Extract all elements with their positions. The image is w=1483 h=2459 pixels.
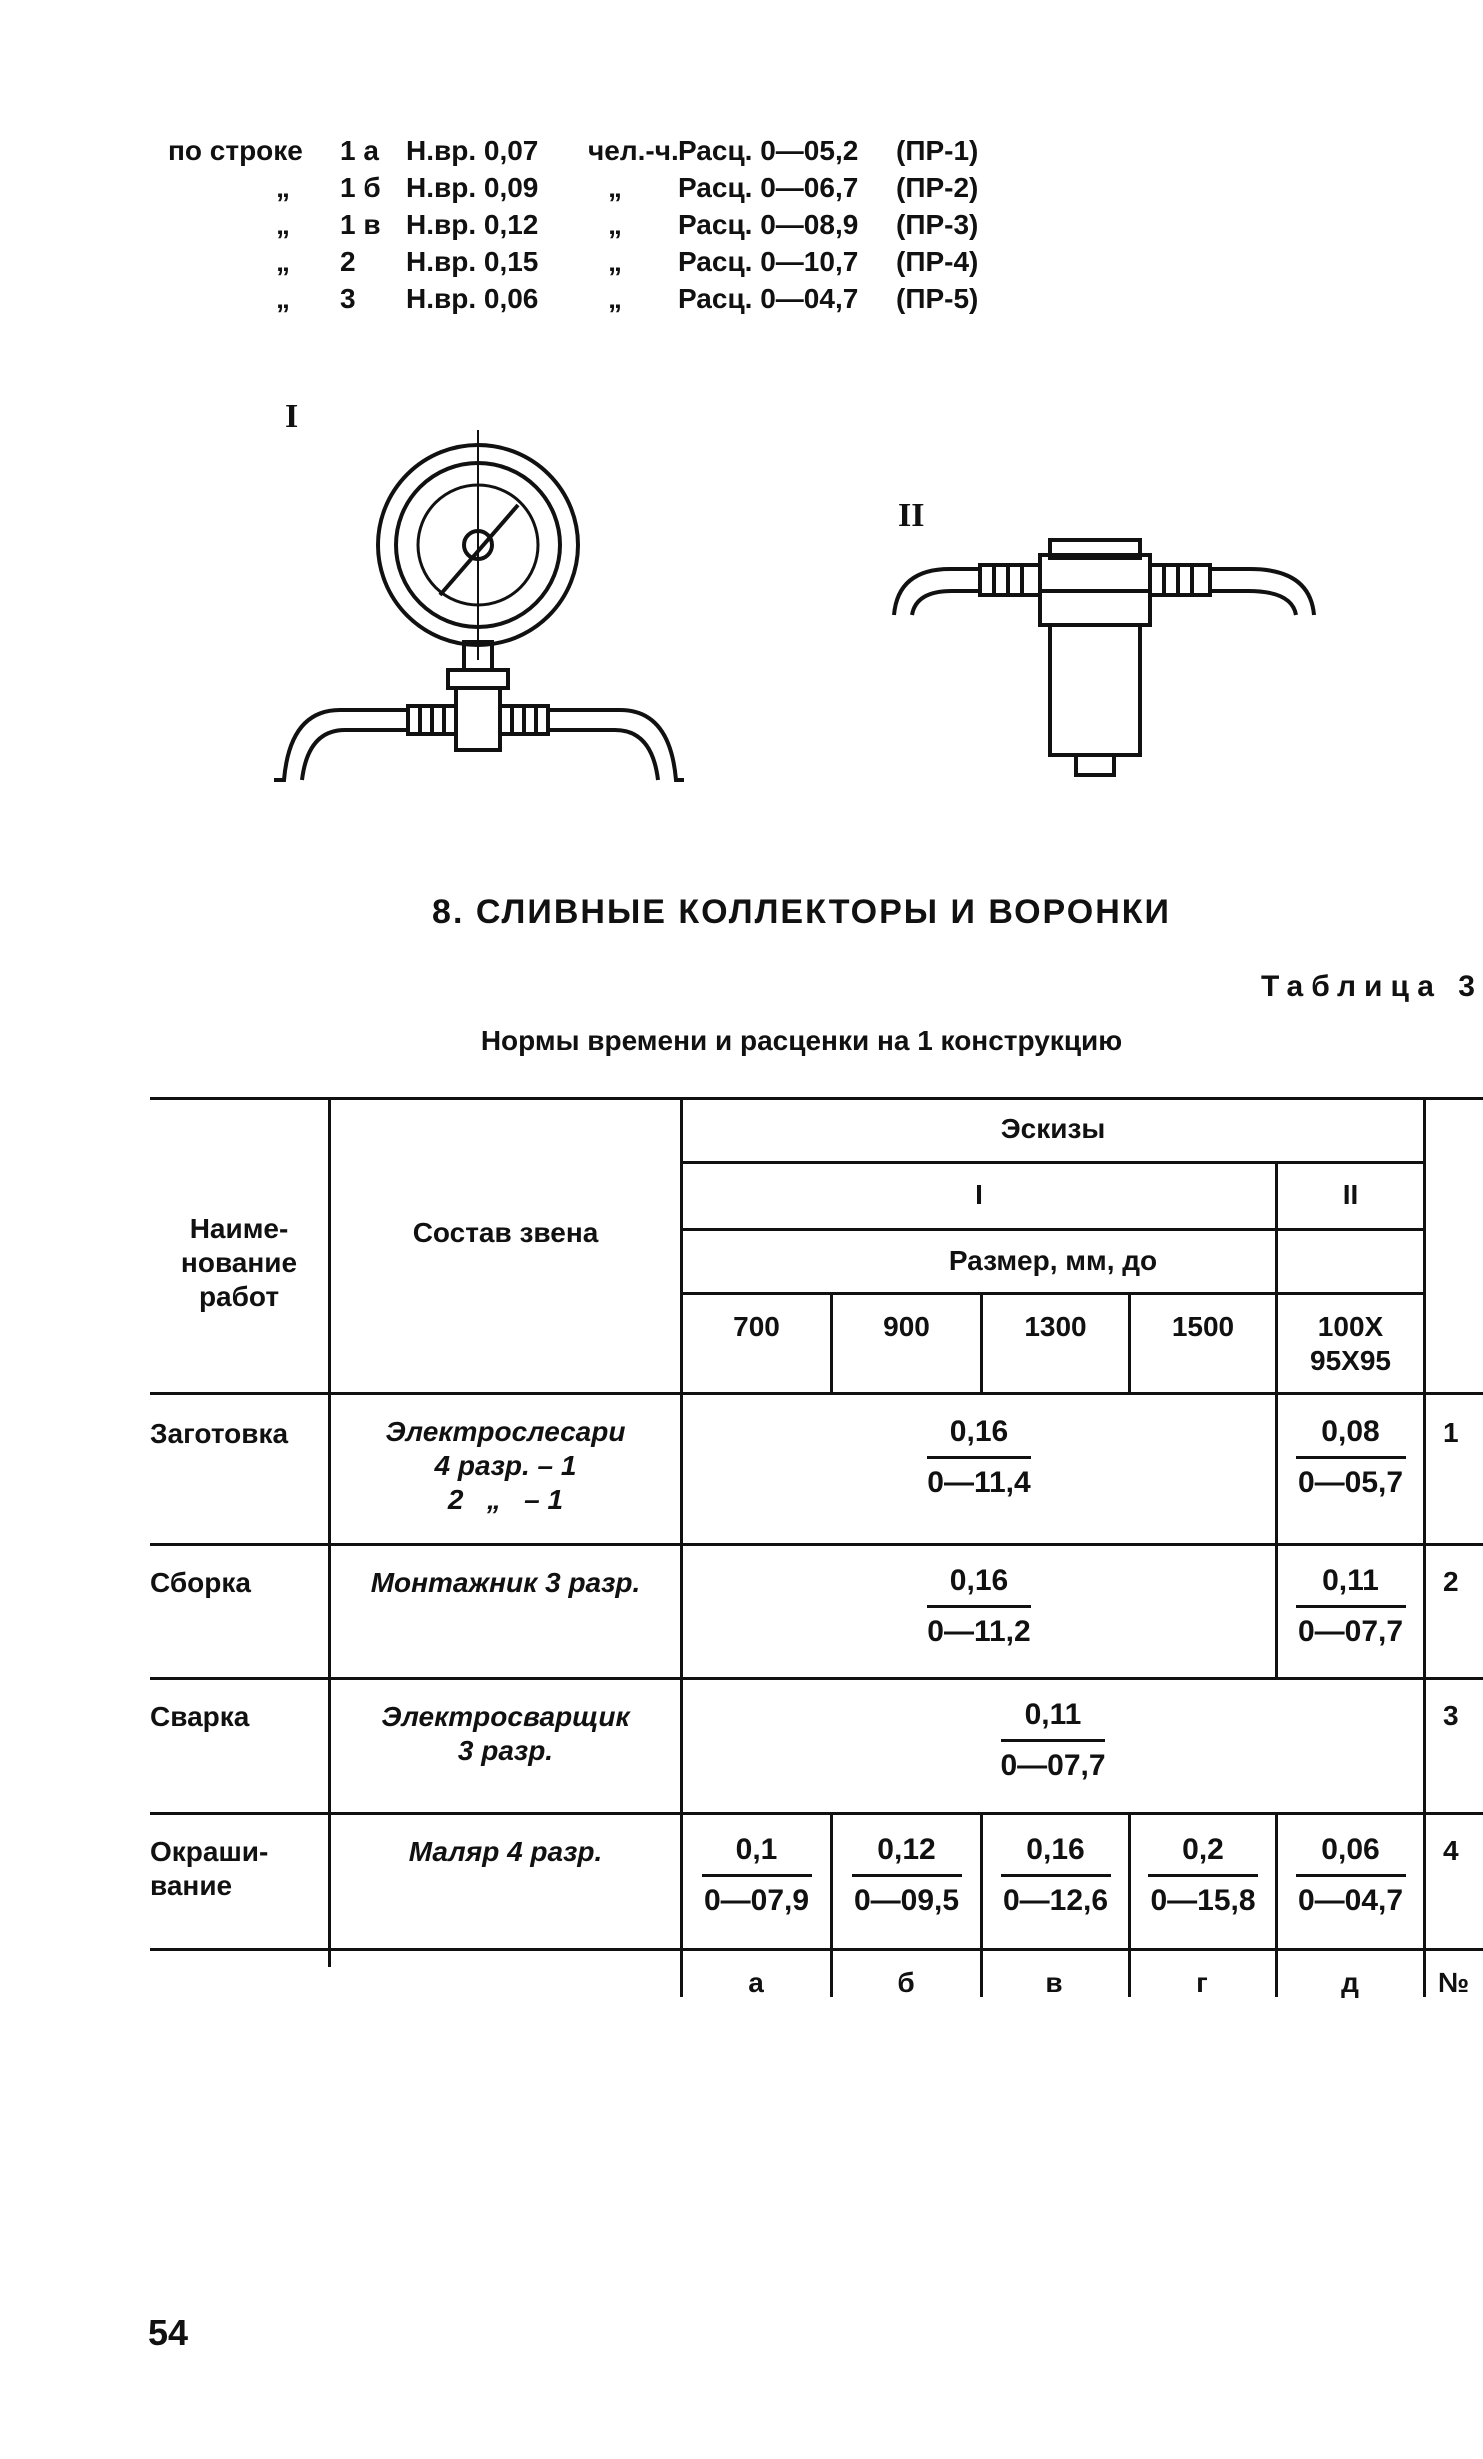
note-rate: Расц. 0—08,9 [678,209,859,240]
header-sketches: Эскизы [1000,1113,1106,1144]
column-letter: б [897,1967,915,1998]
row-work-name: Заготовка [150,1418,289,1449]
note-time-norm: Н.вр. 0,12 [406,209,539,240]
header-size: Размер, мм, до [948,1245,1158,1276]
time-norm: 0,2 [1182,1833,1224,1866]
row-number: 1 [1443,1417,1459,1448]
header-size-value: 1300 [1024,1311,1087,1342]
column-letter: а [748,1967,764,1998]
note-rate: Расц. 0—04,7 [678,283,859,314]
rate-value: 0—11,2 [927,1615,1031,1648]
row-number: 2 [1443,1566,1459,1597]
time-norm: 0,16 [949,1564,1009,1597]
header-size-value: 1500 [1171,1311,1235,1342]
table-rule [150,1097,1483,1100]
row-norm-rate [683,1832,830,1919]
rate-value: 0—07,9 [703,1884,810,1917]
page-number: 54 [148,2312,189,2353]
fraction-bar [852,1874,962,1877]
note-rate: Расц. 0—05,2 [678,135,859,166]
note-time-norm: Н.вр. 0,07 [406,135,539,166]
rate-value: 0—04,7 [1297,1884,1404,1917]
fraction-bar [927,1605,1031,1608]
time-norm: 0,16 [949,1415,1009,1448]
row-work-name: Окраши- вание [150,1836,269,1901]
note-row-number: 3 [340,283,356,314]
fraction-bar [1148,1874,1258,1877]
time-norm: 0,12 [877,1833,936,1866]
header-size-value: 100X 95X95 [1310,1311,1391,1376]
table-rule [150,1812,1483,1815]
rate-value: 0—05,7 [1297,1466,1404,1499]
header-size-value: 700 [733,1311,780,1342]
row-norm-rate [683,1414,1275,1501]
note-time-norm: Н.вр. 0,15 [406,246,539,277]
note-code: (ПР-5) [896,283,979,314]
note-row-number: 1 а [340,135,379,166]
table-rule [150,1392,1483,1395]
rate-value: 0—15,8 [1150,1884,1256,1917]
column-letter: д [1341,1967,1359,1998]
time-norm: 0,11 [1322,1564,1379,1597]
note-prefix: „ [276,283,290,314]
table-rule [680,1228,1423,1231]
note-prefix: „ [276,209,290,240]
note-code: (ПР-1) [896,135,979,166]
row-work-name: Сварка [150,1701,250,1732]
rate-value: 0—07,7 [1000,1749,1106,1782]
row-norm-rate [1278,1563,1423,1650]
row-work-name: Сборка [150,1567,251,1598]
funnel-filter-illustration [890,535,1320,795]
column-letter: г [1196,1967,1208,1998]
header-work-name: Наиме- нование работ [180,1213,298,1312]
sketch-2-label: II [898,497,925,534]
header-crew: Состав звена [412,1217,599,1248]
row-norm-rate [1278,1832,1423,1919]
table-rule [150,1948,1483,1951]
note-unit: чел.-ч. [588,135,679,166]
row-crew: Электрослесари 4 разр. – 1 2 „ – 1 [385,1416,626,1515]
pressure-gauge-illustration [270,420,690,800]
table-rule [150,1677,1483,1680]
column-letter: в [1045,1967,1063,1998]
row-norm-rate [683,1697,1423,1784]
sketch-1-label: I [285,398,299,435]
note-unit: „ [608,283,622,314]
note-prefix: „ [276,246,290,277]
note-rate: Расц. 0—06,7 [678,172,859,203]
note-code: (ПР-4) [896,246,979,277]
fraction-bar [927,1456,1031,1459]
row-norm-rate [683,1563,1275,1650]
row-norm-rate [1278,1414,1423,1501]
header-sketch-2: II [1342,1179,1359,1210]
note-row-number: 1 б [340,172,381,203]
fraction-bar [1296,1605,1406,1608]
row-norm-rate [983,1832,1128,1919]
row-number: 3 [1443,1700,1459,1731]
row-norm-rate [833,1832,980,1919]
row-number: 4 [1443,1835,1459,1866]
rate-value: 0—09,5 [853,1884,960,1917]
header-size-value: 900 [883,1311,930,1342]
table-rule [680,1292,1423,1295]
note-row-number: 1 в [340,209,381,240]
header-sketch-1: I [975,1179,983,1210]
note-unit: „ [608,172,622,203]
time-norm: 0,08 [1321,1415,1380,1448]
number-sign: № [1437,1967,1470,1998]
fraction-bar [1296,1456,1406,1459]
table-label: Таблица 3 [1260,970,1483,1003]
note-unit: „ [608,246,622,277]
fraction-bar [1001,1739,1105,1742]
fraction-bar [1001,1874,1111,1877]
rate-value: 0—07,7 [1297,1615,1404,1648]
note-time-norm: Н.вр. 0,09 [406,172,539,203]
table-caption: Нормы времени и расценки на 1 конструкцию [480,1025,1123,1056]
fraction-bar [702,1874,812,1877]
table-rule [150,1543,1483,1546]
row-crew: Монтажник 3 разр. [370,1567,641,1598]
note-prefix: „ [276,172,290,203]
row-norm-rate [1131,1832,1275,1919]
row-crew: Электросварщик 3 разр. [381,1701,630,1766]
time-norm: 0,06 [1321,1833,1380,1866]
row-crew: Маляр 4 разр. [408,1836,603,1867]
time-norm: 0,16 [1026,1833,1085,1866]
table-rule [1423,1097,1426,1997]
table-rule [680,1161,1423,1164]
note-code: (ПР-3) [896,209,979,240]
note-row-number: 2 [340,246,356,277]
section-title: 8. СЛИВНЫЕ КОЛЛЕКТОРЫ И ВОРОНКИ [432,893,1171,931]
rate-value: 0—11,4 [927,1466,1031,1499]
note-unit: „ [608,209,622,240]
time-norm: 0,1 [735,1833,778,1866]
rate-value: 0—12,6 [1002,1884,1109,1917]
note-code: (ПР-2) [896,172,979,203]
fraction-bar [1296,1874,1406,1877]
time-norm: 0,11 [1024,1698,1082,1731]
note-prefix: по строке [168,135,303,166]
note-rate: Расц. 0—10,7 [678,246,859,277]
note-time-norm: Н.вр. 0,06 [406,283,539,314]
